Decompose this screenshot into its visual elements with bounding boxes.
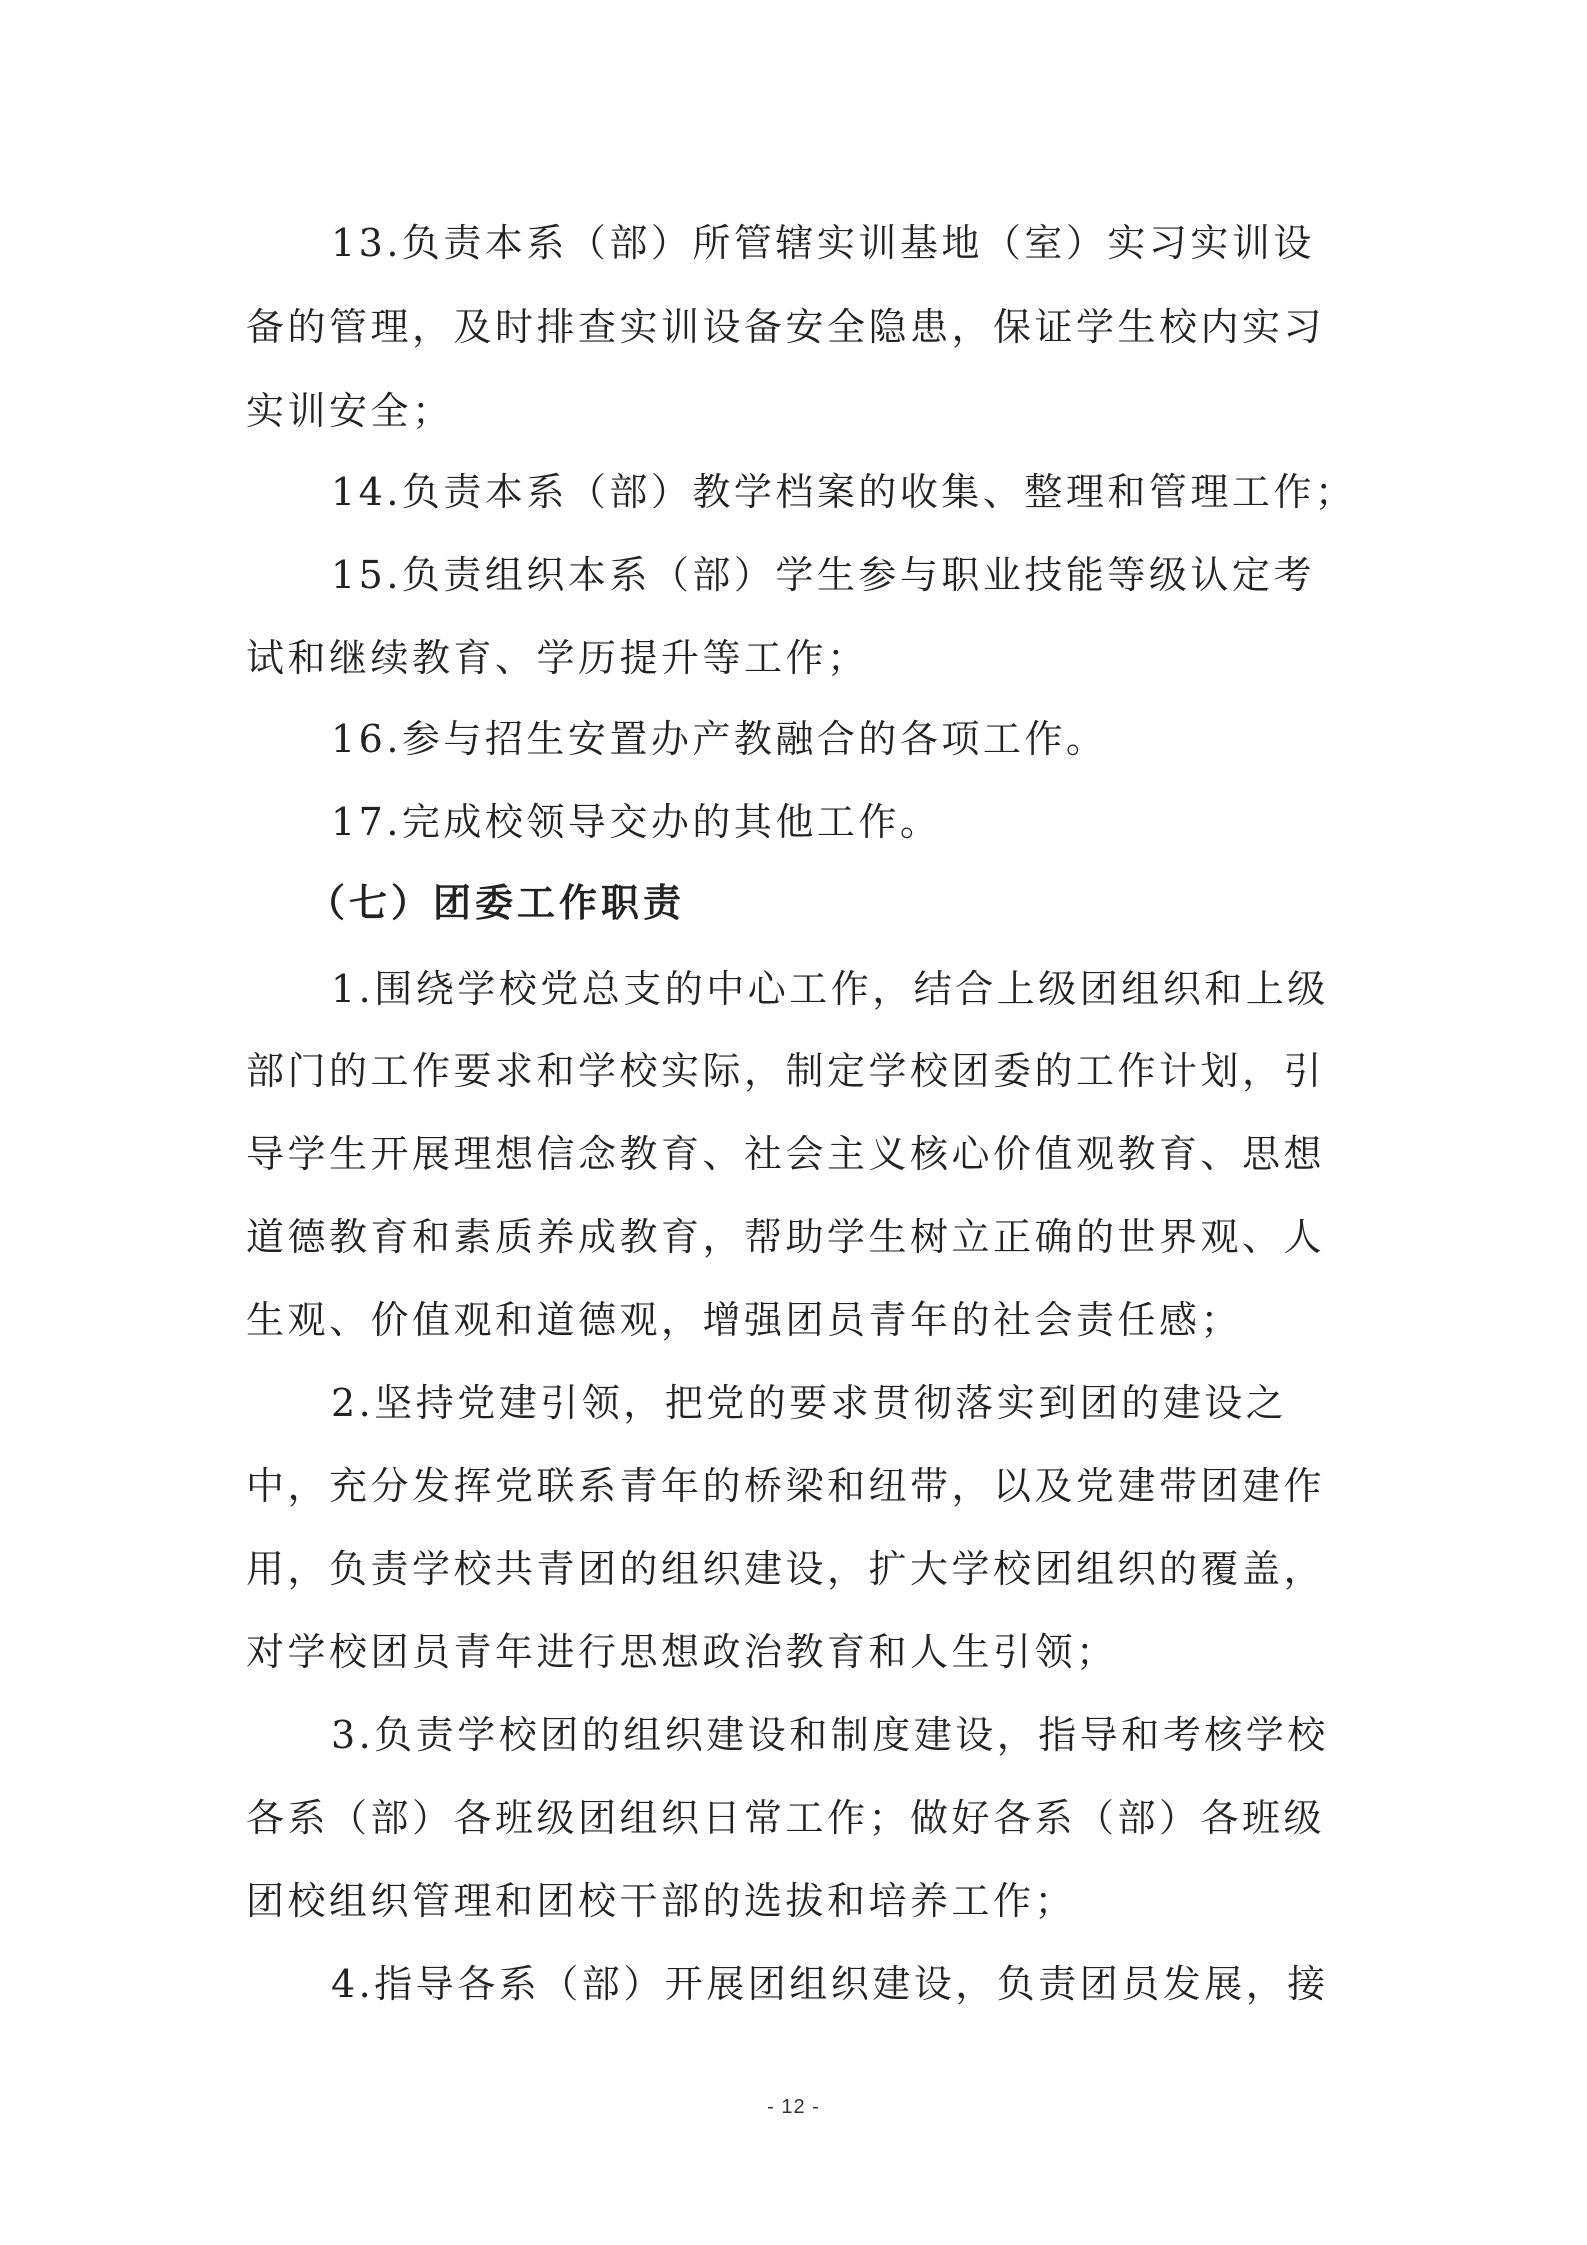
paragraph-2-line-4: 对学校团员青年进行思想政治教育和人生引领； <box>246 1630 1118 1674</box>
paragraph-13-line-1: 13.负责本系（部）所管辖实训基地（室）实习实训设 <box>331 221 1315 265</box>
paragraph-1-line-4: 道德教育和素质养成教育，帮助学生树立正确的世界观、人 <box>246 1215 1326 1259</box>
paragraph-2-line-1: 2.坚持党建引领，把党的要求贯彻落实到团的建设之 <box>331 1381 1288 1425</box>
paragraph-1-line-1: 1.围绕学校党总支的中心工作，结合上级团组织和上级 <box>331 967 1329 1011</box>
paragraph-1-line-5: 生观、价值观和道德观，增强团员青年的社会责任感； <box>246 1298 1243 1342</box>
paragraph-14-line-1: 14.负责本系（部）教学档案的收集、整理和管理工作； <box>331 470 1357 514</box>
paragraph-1-line-2: 部门的工作要求和学校实际，制定学校团委的工作计划，引 <box>246 1049 1326 1093</box>
paragraph-2-line-2: 中，充分发挥党联系青年的桥梁和纽带，以及党建带团建作 <box>246 1464 1326 1508</box>
paragraph-15-line-1: 15.负责组织本系（部）学生参与职业技能等级认定考 <box>331 553 1315 597</box>
paragraph-4-line-1: 4.指导各系（部）开展团组织建设，负责团员发展，接 <box>331 1962 1329 2006</box>
paragraph-15-line-2: 试和继续教育、学历提升等工作； <box>246 636 869 680</box>
paragraph-3-line-3: 团校组织管理和团校干部的选拔和培养工作； <box>246 1879 1077 1923</box>
paragraph-3-line-2: 各系（部）各班级团组织日常工作；做好各系（部）各班级 <box>246 1796 1326 1840</box>
paragraph-2-line-3: 用，负责学校共青团的组织建设，扩大学校团组织的覆盖， <box>246 1547 1326 1591</box>
paragraph-17-line-1: 17.完成校领导交办的其他工作。 <box>331 800 942 844</box>
section-heading: （七）团委工作职责 <box>307 881 686 925</box>
page-number: - 12 - <box>767 2096 820 2118</box>
paragraph-1-line-3: 导学生开展理想信念教育、社会主义核心价值观教育、思想 <box>246 1132 1326 1176</box>
paragraph-16-line-1: 16.参与招生安置办产教融合的各项工作。 <box>331 717 1108 761</box>
paragraph-13-line-3: 实训安全； <box>246 389 454 433</box>
paragraph-3-line-1: 3.负责学校团的组织建设和制度建设，指导和考核学校 <box>331 1713 1329 1757</box>
paragraph-13-line-2: 备的管理，及时排查实训设备安全隐患，保证学生校内实习 <box>246 305 1326 349</box>
